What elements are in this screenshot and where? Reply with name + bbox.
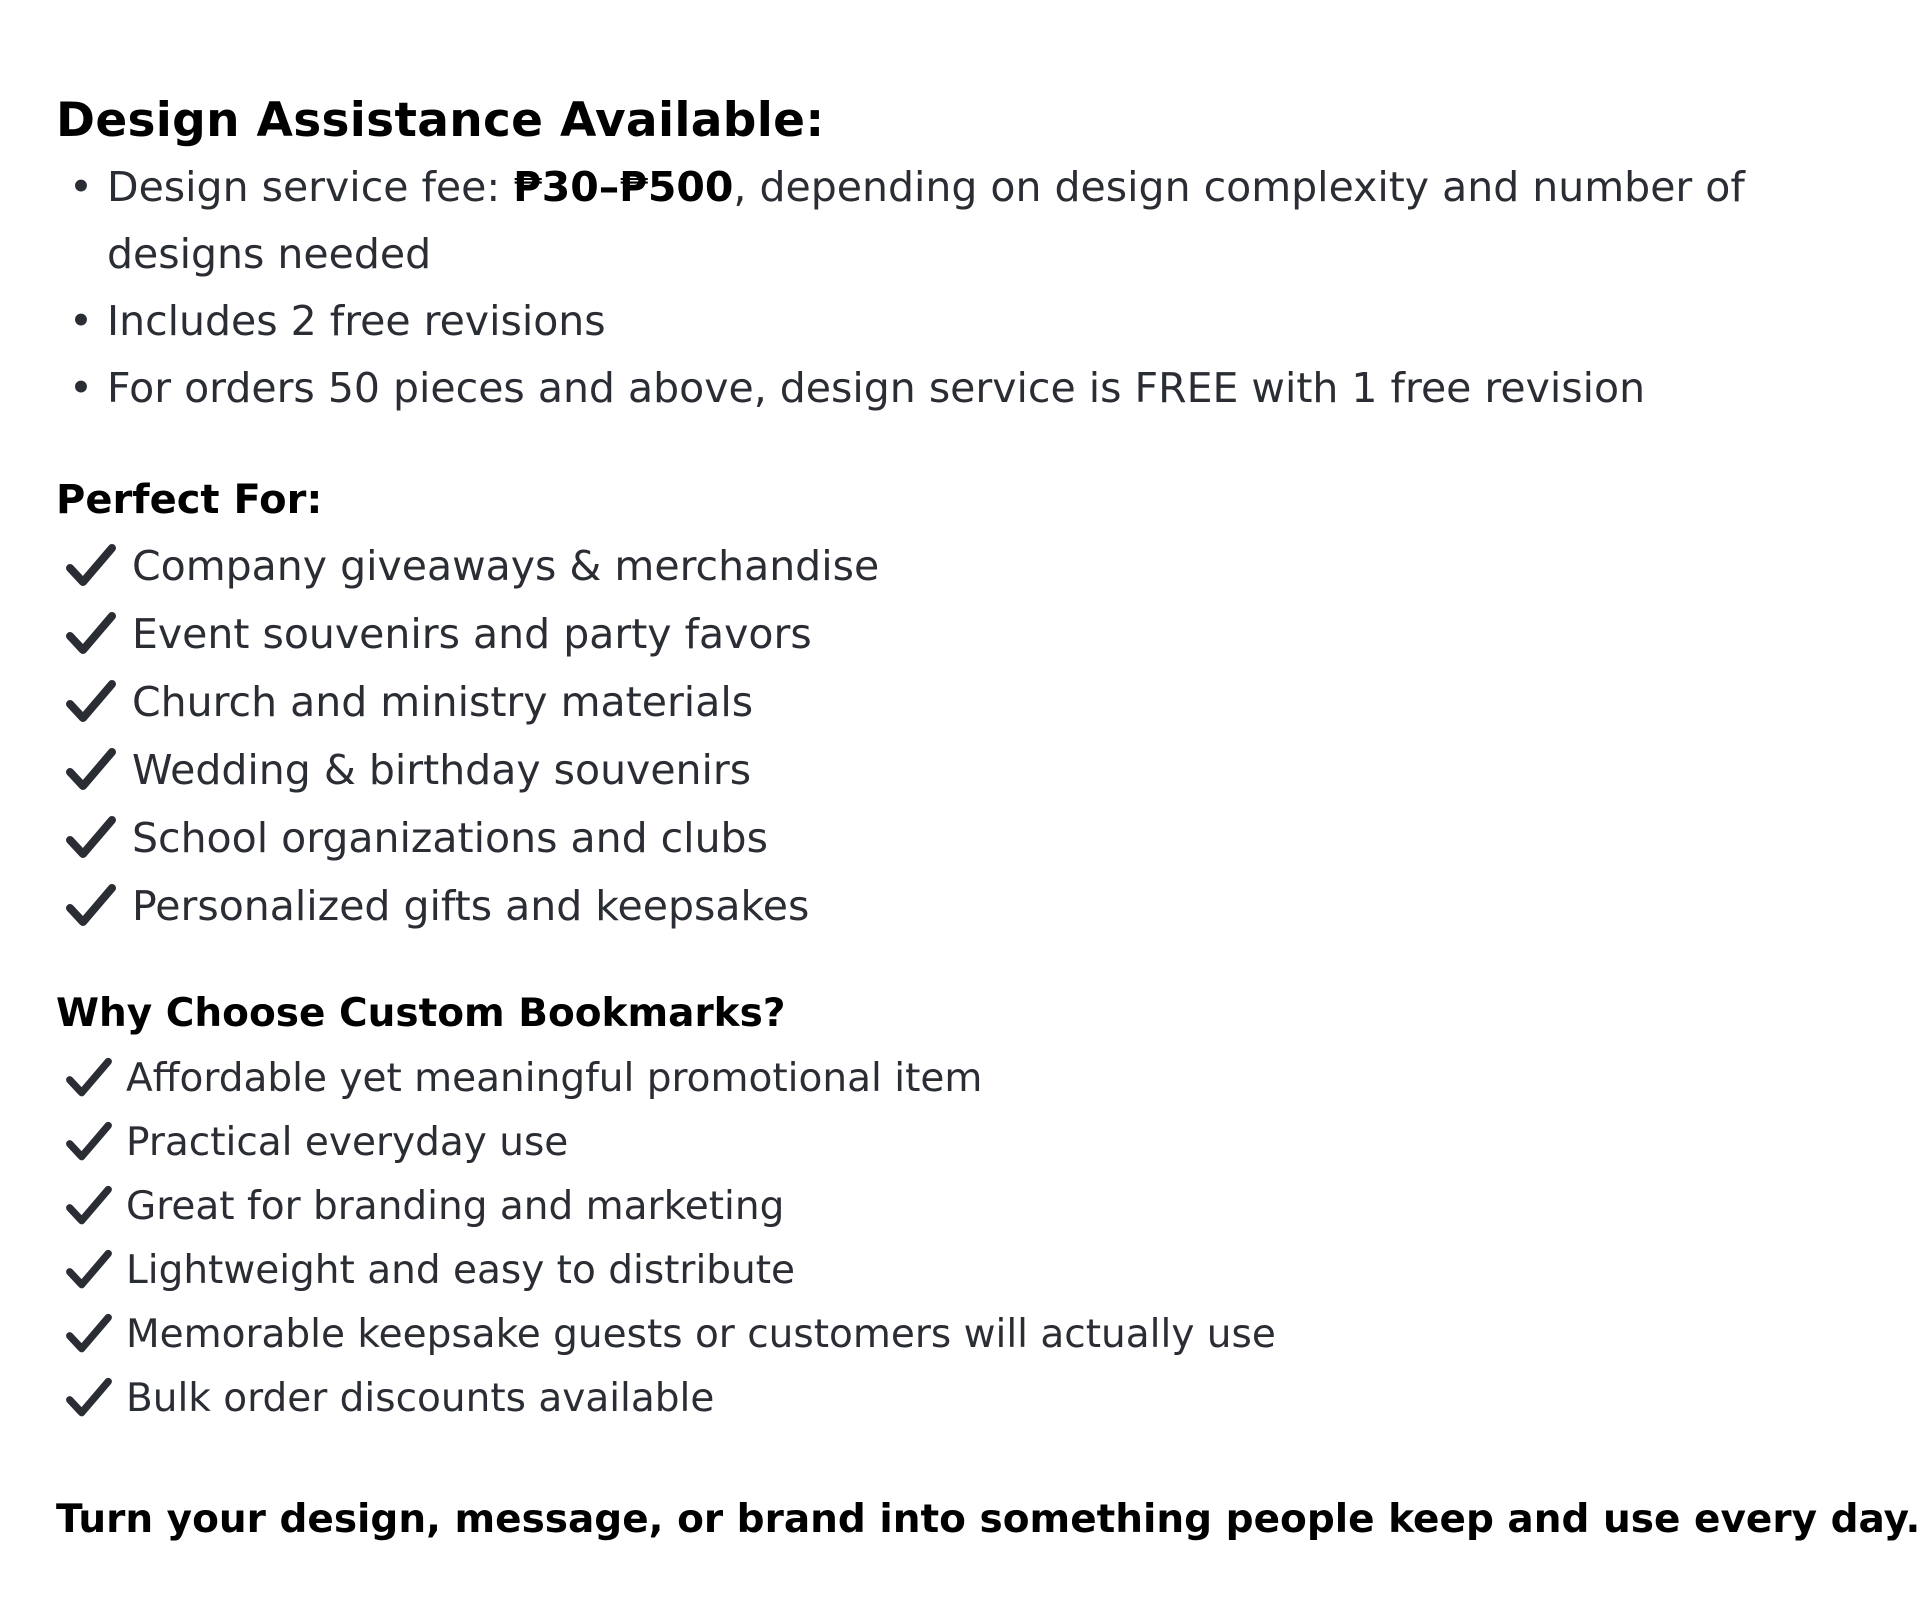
fee-label: Design service fee: [107, 163, 514, 211]
list-item [56, 668, 1886, 736]
checkmark-icon [64, 1248, 114, 1292]
list-item-text: Wedding & birthday souvenirs [132, 746, 752, 794]
list-item-text: Affordable yet meaningful promotional item [126, 1055, 983, 1101]
checkmark-icon [64, 1120, 114, 1164]
list-item-text: Includes 2 free revisions [107, 297, 606, 345]
design-assistance-heading: Design Assistance Available: [56, 93, 825, 148]
list-item [56, 736, 1886, 804]
checkmark-icon [64, 1312, 114, 1356]
list-item-text: Company giveaways & merchandise [132, 542, 880, 590]
list-item [56, 1046, 1886, 1110]
list-item-text: Practical everyday use [126, 1119, 569, 1165]
list-item-text: Bulk order discounts available [126, 1375, 715, 1421]
list-item-text: Great for branding and marketing [126, 1183, 785, 1229]
bullet-dot-icon: • [68, 163, 94, 211]
list-item-text: Memorable keepsake guests or customers will actually use [126, 1311, 1276, 1357]
bullet-dot-icon: • [68, 297, 94, 345]
checkmark-icon [64, 882, 118, 930]
design-assistance-list [56, 154, 1886, 422]
fee-range: ₱30–₱500 [513, 163, 734, 211]
perfect-for-heading: Perfect For: [56, 477, 323, 523]
list-item-text: Church and ministry materials [132, 678, 754, 726]
page-content [56, 90, 1920, 1548]
list-item-text: Lightweight and easy to distribute [126, 1247, 796, 1293]
list-item [56, 532, 1886, 600]
fee-description: , depending on design complexity and number of designs needed [107, 163, 1745, 278]
list-item-text: Personalized gifts and keepsakes [132, 882, 810, 930]
list-item [56, 1238, 1886, 1302]
why-choose-list [56, 1046, 1886, 1430]
closing-statement: Turn your design, message, or brand into something people keep and use every day. [56, 1497, 1920, 1542]
checkmark-icon [64, 1184, 114, 1228]
list-item [56, 600, 1886, 668]
why-choose-heading: Why Choose Custom Bookmarks? [56, 991, 786, 1036]
list-item [56, 1302, 1886, 1366]
checkmark-icon [64, 814, 118, 862]
checkmark-icon [64, 678, 118, 726]
list-item-text: School organizations and clubs [132, 814, 768, 862]
checkmark-icon [64, 542, 118, 590]
list-item [56, 1174, 1886, 1238]
list-item [66, 154, 1886, 288]
checkmark-icon [64, 1376, 114, 1420]
bullet-dot-icon: • [68, 364, 94, 412]
list-item [66, 355, 1886, 422]
list-item-text: Event souvenirs and party favors [132, 610, 812, 658]
checkmark-icon [64, 610, 118, 658]
perfect-for-list [56, 532, 1886, 940]
checkmark-icon [64, 1056, 114, 1100]
checkmark-icon [64, 746, 118, 794]
list-item-text: For orders 50 pieces and above, design service is FREE with 1 free revision [107, 364, 1646, 412]
list-item [66, 288, 1886, 355]
list-item [56, 804, 1886, 872]
list-item [56, 1366, 1886, 1430]
list-item [56, 872, 1886, 940]
list-item [56, 1110, 1886, 1174]
